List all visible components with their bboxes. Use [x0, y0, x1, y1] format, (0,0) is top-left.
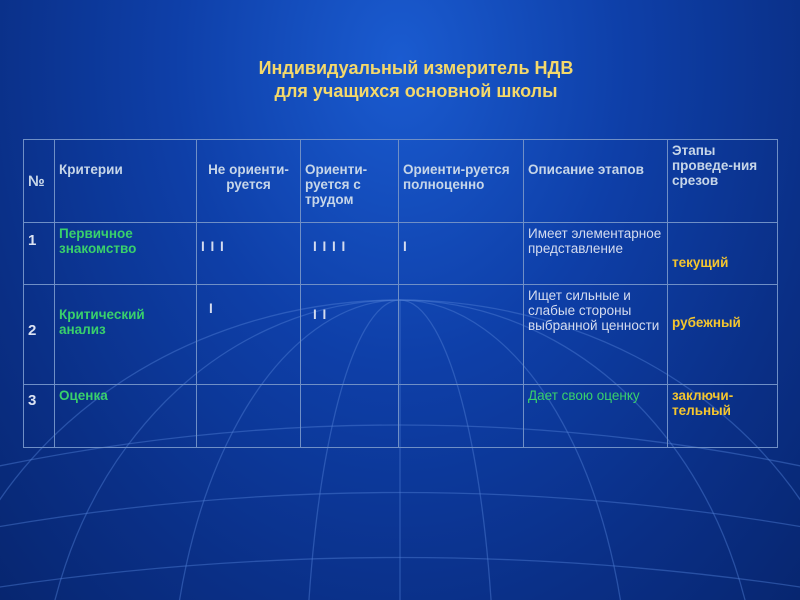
criterion-cell: Оценка [55, 385, 197, 448]
stage-cell: рубежный [668, 285, 778, 385]
description-cell: Ищет сильные и слабые стороны выбранной ценности [524, 285, 668, 385]
fully-oriented-marks [399, 385, 524, 448]
slide-title-line1: Индивидуальный измеритель НДВ [258, 58, 574, 78]
stage-cell: текущий [668, 223, 778, 285]
header-fully-oriented: Ориенти-руется полноценно [399, 140, 524, 223]
with-difficulty-marks: I I [301, 285, 399, 385]
fully-oriented-marks [399, 285, 524, 385]
not-oriented-marks [197, 385, 301, 448]
not-oriented-marks: I I I [197, 223, 301, 285]
header-criteria: Критерии [55, 140, 197, 223]
table-header-row [24, 140, 778, 223]
not-oriented-marks: I [197, 285, 301, 385]
row-number: 2 [24, 285, 55, 385]
fully-oriented-marks: I [399, 223, 524, 285]
table-row [24, 385, 778, 448]
header-with-difficulty: Ориенти-руется с трудом [301, 140, 399, 223]
header-stage-description: Описание этапов [524, 140, 668, 223]
description-cell: Дает свою оценку [524, 385, 668, 448]
criterion-cell: Критический анализ [55, 285, 197, 385]
row-number: 1 [24, 223, 55, 285]
header-not-oriented: Не ориенти-руется [197, 140, 301, 223]
slide-title-line2: для учащихся основной школы [274, 81, 558, 101]
ndv-measurement-table [23, 139, 778, 448]
row-number: 3 [24, 385, 55, 448]
stage-cell: заключи-тельный [668, 385, 778, 448]
header-stages: Этапы проведе-ния срезов [668, 140, 778, 223]
with-difficulty-marks: I I I I [301, 223, 399, 285]
header-number: № [24, 140, 55, 223]
table-row [24, 223, 778, 285]
table-row [24, 285, 778, 385]
description-cell: Имеет элементарное представление [524, 223, 668, 285]
with-difficulty-marks [301, 385, 399, 448]
criterion-cell: Первичное знакомство [55, 223, 197, 285]
